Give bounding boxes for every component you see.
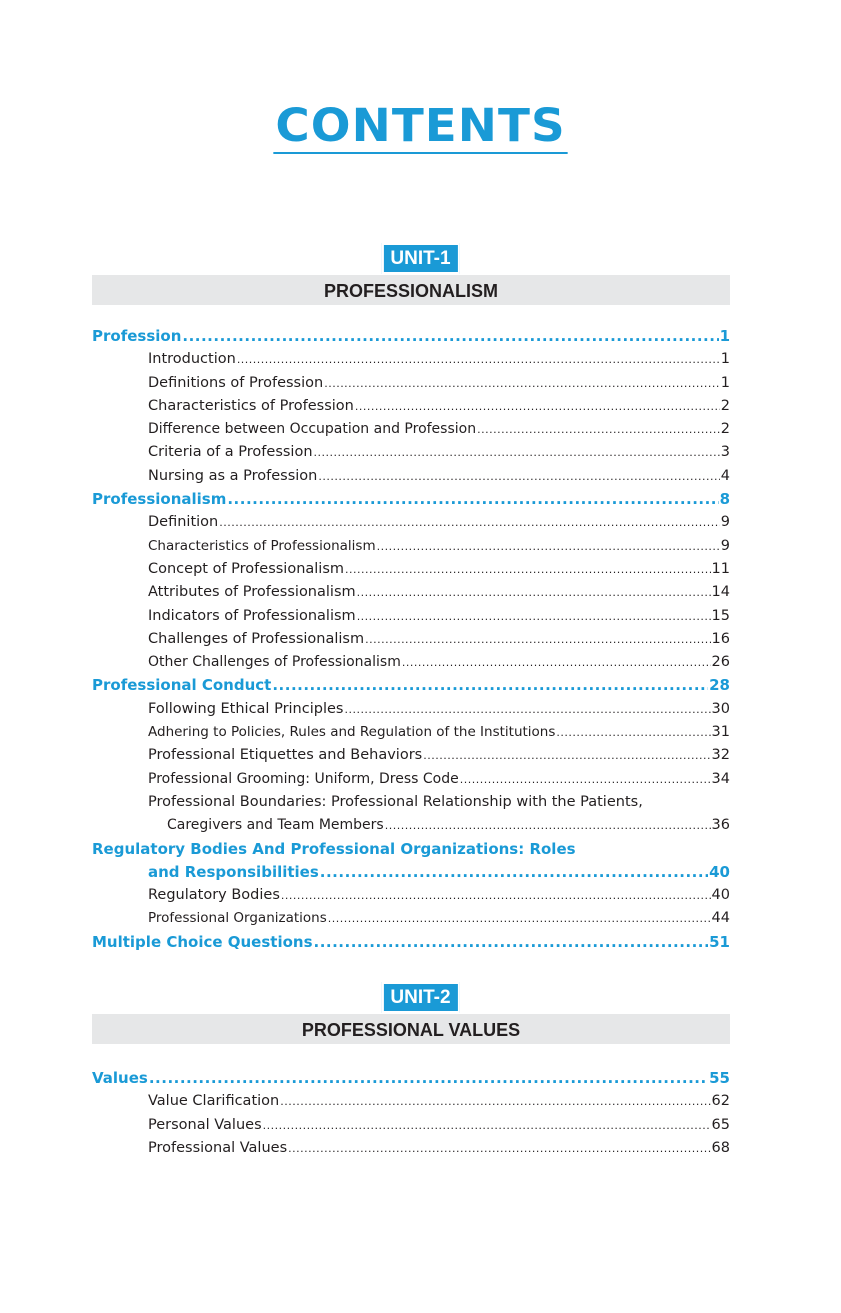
toc-entry[interactable]: Difference between Occupation and Profession ..... 2	[92, 418, 730, 441]
toc-entry[interactable]: Professional Values ..... 68	[92, 1137, 730, 1160]
unit-1-badge: UNIT-1	[381, 243, 459, 274]
toc-entry[interactable]: Personal Values ..... 65	[92, 1114, 730, 1137]
toc-entry[interactable]: Definition ..... 9	[92, 511, 730, 534]
toc-entry[interactable]: Professional Grooming: Uniform, Dress Code ..... 34	[92, 768, 730, 791]
unit-2-badge: UNIT-2	[381, 982, 459, 1013]
toc-entry[interactable]: Attributes of Professionalism ..... 14	[92, 581, 730, 604]
toc-entry-regulatory-bodies[interactable]: Regulatory Bodies And Professional Organizations: Roles	[92, 839, 576, 858]
toc-entry[interactable]: Caregivers and Team Members ..... 36	[92, 814, 730, 837]
toc-entry[interactable]: Criteria of a Profession ..... 3	[92, 441, 730, 464]
page-title-wrap	[0, 99, 841, 154]
unit-1-heading: PROFESSIONALISM	[92, 275, 730, 305]
unit-2-heading: PROFESSIONAL VALUES	[92, 1014, 730, 1044]
toc-entry[interactable]: Following Ethical Principles ..... 30	[92, 698, 730, 721]
toc-entry[interactable]: Characteristics of Profession ..... 2	[92, 395, 730, 418]
toc-entry[interactable]: Professional Etiquettes and Behaviors ..... 32	[92, 744, 730, 767]
toc-entry[interactable]: Concept of Professionalism ..... 11	[92, 558, 730, 581]
toc-entry-mcq[interactable]: Multiple Choice Questions ..... 51	[92, 931, 730, 954]
toc-entry-professional-conduct[interactable]: Professional Conduct ..... 28	[92, 674, 730, 697]
unit-1-toc	[92, 325, 730, 954]
toc-entry[interactable]: Characteristics of Professionalism ..... 9	[92, 535, 730, 558]
toc-entry[interactable]: Indicators of Professionalism ..... 15	[92, 605, 730, 628]
toc-entry[interactable]: Challenges of Professionalism ..... 16	[92, 628, 730, 651]
toc-entry-professionalism[interactable]: Professionalism ..... 8	[92, 488, 730, 511]
toc-entry[interactable]: Introduction ..... 1	[92, 348, 730, 371]
unit-2-toc	[92, 1067, 730, 1160]
toc-entry[interactable]: Nursing as a Profession ..... 4	[92, 465, 730, 488]
toc-entry-regulatory-bodies-cont[interactable]: and Responsibilities ..... 40	[92, 861, 730, 884]
toc-entry-profession[interactable]: Profession ..... 1	[92, 325, 730, 348]
toc-entry[interactable]: Professional Boundaries: Professional Relationship with the Patients,	[148, 793, 643, 810]
toc-entry[interactable]: Professional Organizations ..... 44	[92, 907, 730, 930]
toc-entry[interactable]: Adhering to Policies, Rules and Regulation of the Institutions ..... 31	[92, 721, 730, 744]
toc-entry[interactable]: Regulatory Bodies ..... 40	[92, 884, 730, 907]
page-title: CONTENTS	[273, 102, 567, 154]
toc-entry[interactable]: Definitions of Profession ..... 1	[92, 372, 730, 395]
toc-entry[interactable]: Value Clarification ..... 62	[92, 1090, 730, 1113]
toc-entry[interactable]: Other Challenges of Professionalism ..... 26	[92, 651, 730, 674]
toc-entry-values[interactable]: Values ..... 55	[92, 1067, 730, 1090]
